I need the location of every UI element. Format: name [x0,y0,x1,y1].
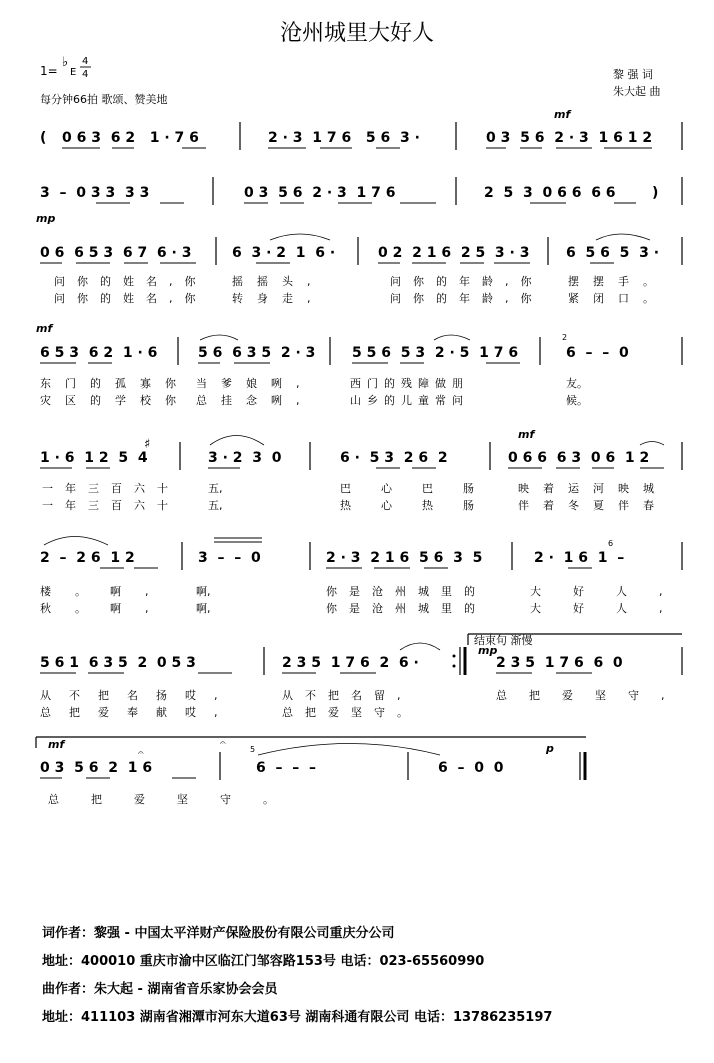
lyric-line-2: 候。 [566,394,588,407]
measure: 0 3 5 6 2 1 6 [40,760,153,776]
lyric-line-1: 总把爱坚守。 [48,793,306,806]
lyric-line-1: 友。 [566,377,588,390]
lyric-line-2: 问你的姓名,你 [54,292,208,305]
measure: 6 5 3 6 2 1 · 6 [40,345,158,361]
dynamic-mp: mp [36,212,56,225]
lyric-line-1: 当爹娘咧, [196,377,314,390]
footer-line: 曲作者：朱大起 - 湖南省音乐家协会会员 [42,982,278,997]
lyric-line-2: 啊, [196,602,211,615]
lyric-line-2: 总把爱坚守。 [282,706,420,719]
key-signature [40,55,91,80]
system-3 [36,212,682,305]
dynamic-p: p [546,742,554,755]
measure: 0 3 5 6 2 · 3 1 6 1 2 [486,130,653,146]
measure: 5 5 6 5 3 2 · 5 1 7 6 [352,345,519,361]
lyric-line-1: 楼。啊, [40,585,173,598]
measure: 6 – – 0 [566,345,629,361]
lyric-line-2: 总挂念咧, [196,394,314,407]
fermata: 𝄐 [220,738,226,749]
lyric-line-1: 一年三百六十 [42,482,180,495]
dynamic-mf: mf [518,428,535,441]
measure: 0 2 2 1 6 2 5 3 · 3 [378,245,530,261]
measure: 3 – 0 3 3 3 3 [40,185,150,201]
measure: 2 5 3 0 6 6 6 6 [484,185,616,201]
measure: 0 3 5 6 2 · 3 1 7 6 [244,185,396,201]
system-8 [36,737,586,806]
measure: 5 6 1 6 3 5 2 0 5 3 [40,655,196,671]
fermata: 𝄐 [138,748,144,759]
lyric-line-2: 大好人, [530,602,695,615]
lyric-line-2: 秋。啊, [40,602,173,615]
song-title: 沧州城里大好人 [279,21,435,46]
lyric-line-1: 巴心巴肠 [340,482,504,495]
lyric-line-2: 一年三百六十 [42,499,180,512]
measure: 2 · 3 2 1 6 5 6 3 5 [326,550,483,566]
lyric-line-2: 灾区的学校你 [40,394,190,407]
measure: 6 · 5 3 2 6 2 [340,450,448,466]
lyric-line-1: 东门的孤寡你 [40,377,190,390]
measure: 2 – 2 6 1 2 [40,550,135,566]
key-note: E [70,67,77,78]
time-signature-bottom: 4 [82,69,89,80]
ending-annotation: 结束句 渐慢 [474,634,533,647]
lyric-line-2: 问你的年龄,你 [390,292,544,305]
grace-note: 6 [608,539,614,548]
dynamic-mf: mf [36,322,53,335]
measure: 2 · 1 6 1 – [534,550,625,566]
composer-credit: 朱大起 曲 [613,85,661,98]
lyric-line-1: 啊, [196,585,211,598]
measure: 6 3 · 2 1 6 · [232,245,336,261]
footer-line: 地址：411103 湖南省湘潭市河东大道63号 湖南科通有限公司 电话：13786235197 [42,1010,553,1025]
time-signature-top: 4 [82,56,89,67]
footer-line: 词作者：黎强 - 中国太平洋财产保险股份有限公司重庆分公司 [42,926,395,941]
paren-close: ) [652,185,659,201]
lyric-line-2: 伴着冬夏伴春 [518,499,668,512]
measure: 6 – – – [256,760,316,776]
lyric-line-2: 山乡的儿童常问 [350,394,469,407]
lyric-line-1: 问你的年龄,你 [390,275,544,288]
lyric-line-2: 热心热肠 [340,499,504,512]
measure: 2 3 5 1 7 6 6 0 [496,655,623,671]
measure: 6 – 0 0 [438,760,504,776]
system-6 [40,537,695,616]
measure: 2 3 5 1 7 6 2 6 · [282,655,419,671]
dynamic-mp: mp [478,644,498,657]
lyric-line-1: 西门的残障做朋 [350,377,469,390]
lyricist-credit: 黎 强 词 [613,68,653,81]
lyric-line-1: 摆摆手。 [568,275,668,288]
lyric-line-1: 总把爱坚守, [496,689,687,702]
lyric-line-1: 五, [208,482,223,495]
lyric-line-2: 总把爱奉献哎, [40,706,236,719]
grace-note: 5 [250,745,256,754]
lyric-line-2: 五, [208,499,223,512]
measure: 1 · 6 1 2 5 4 [40,450,148,466]
system-5 [40,428,682,512]
dynamic-mf: mf [48,738,65,751]
dynamic-mf: mf [554,108,571,121]
lyric-line-1: 从不把名留, [282,689,413,702]
tempo-marking: 每分钟66拍 歌颂、赞美地 [40,93,168,106]
measure: 0 6 6 6 3 0 6 1 2 [508,450,650,466]
flat-sign: ♭ [62,55,69,70]
measure: 3 · 2 3 0 [208,450,282,466]
system-4 [36,322,682,407]
grace-note: 2 [562,333,568,342]
measure: 2 · 3 1 7 6 5 6 3 · [268,130,420,146]
system-1 [40,108,682,150]
measure: 5 6 6 3 5 2 · 3 [198,345,316,361]
lyric-line-1: 问你的姓名,你 [54,275,208,288]
measure: 6 5 6 5 3 · [566,245,660,261]
lyric-line-2: 转身走, [232,292,325,305]
lyric-line-1: 映着运河映城 [518,482,668,495]
system-7 [40,633,687,719]
lyric-line-2: 紧闭口。 [568,292,668,305]
lyric-line-1: 大好人, [530,585,695,598]
lyric-line-1: 你是沧州城里的 [326,585,487,598]
paren-open: ( [40,130,47,146]
lyric-line-1: 从不把名扬哎, [40,689,236,702]
svg-text:1=: 1= [40,64,58,78]
measure: 0 6 6 5 3 6 7 6 · 3 [40,245,192,261]
lyric-line-1: 摇摇头, [232,275,325,288]
sharp-sign: ♯ [144,437,151,452]
footer-credits [42,925,552,1025]
lyric-line-2: 你是沧州城里的 [326,602,487,615]
footer-line: 地址：400010 重庆市渝中区临江门邹容路153号 电话：023-65560990 [42,954,485,969]
system-2 [40,177,682,205]
measure: 0 6 3 6 2 1 · 7 6 [62,130,199,146]
measure: 3 – – 0 [198,550,261,566]
